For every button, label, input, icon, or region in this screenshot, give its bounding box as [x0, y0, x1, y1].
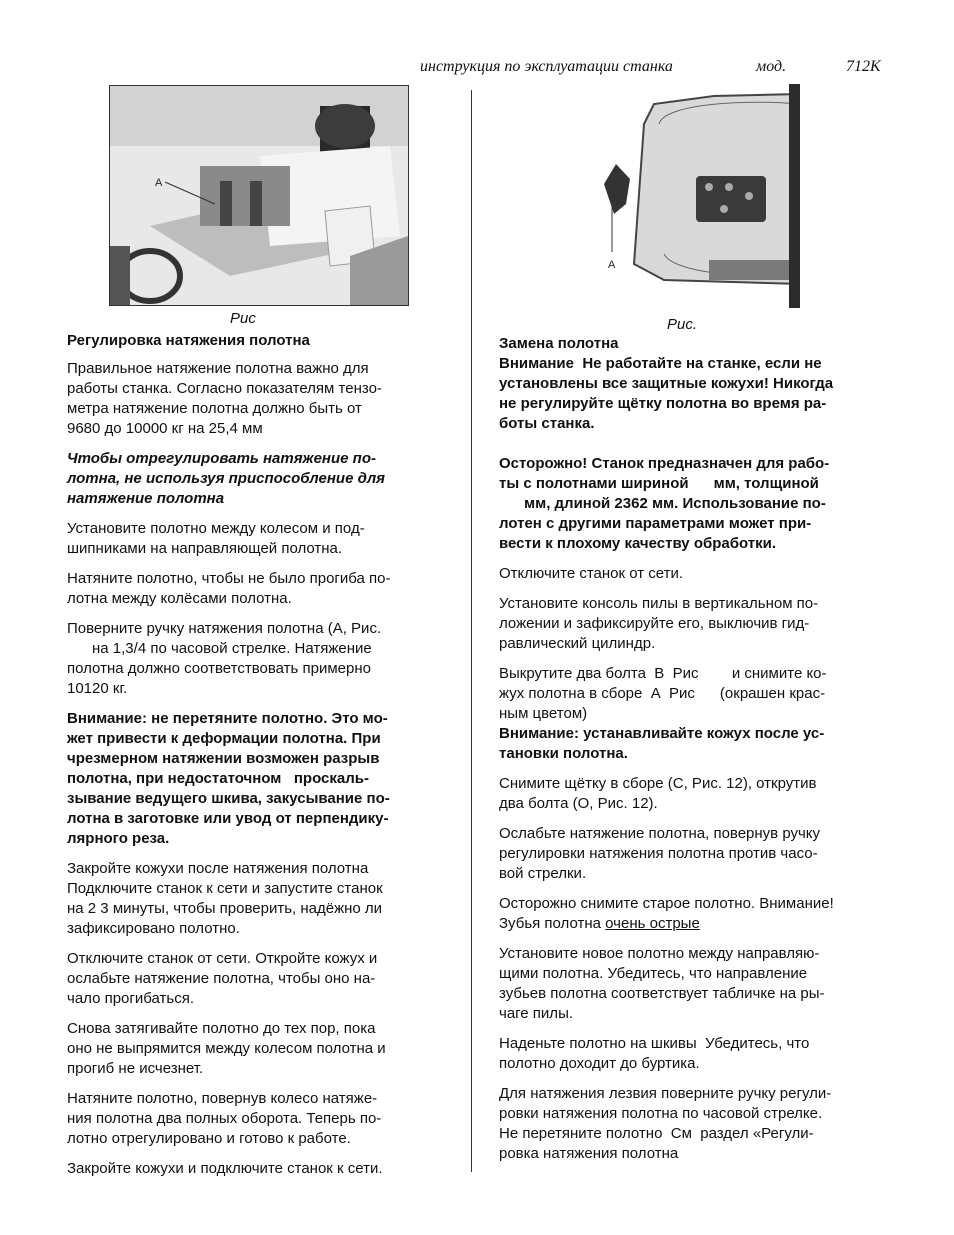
figure-right-photo	[604, 84, 800, 308]
text-line: регулировки натяжения полотна против часо-	[499, 845, 818, 862]
page-header	[420, 58, 900, 80]
text-line: Зубья полотна очень острые	[499, 915, 700, 932]
figure-left-label: A	[155, 177, 163, 189]
text-line: ным цветом)	[499, 705, 588, 722]
text-line: на 1,3/4 по часовой стрелке. Натяжение	[67, 640, 372, 657]
text-line: Натяните полотно, чтобы не было прогиба по-	[67, 570, 391, 587]
text-line: Установите консоль пилы в вертикальном по-	[499, 595, 819, 612]
left-column	[67, 331, 447, 1179]
text-line: лотна между колёсами полотна.	[67, 590, 292, 607]
text-line: Подключите станок к сети и запустите станок	[67, 880, 383, 897]
text-line: два болта (О, Рис. 12).	[499, 795, 658, 812]
text-line: метра натяжение полотна должно быть от	[67, 400, 362, 417]
text-line: ния полотна два полных оборота. Теперь по-	[67, 1110, 382, 1127]
text-line: жет привести к деформации полотна. При	[67, 730, 381, 747]
header-title: инструкция по эксплуатации станка	[420, 58, 673, 75]
text-line: лотна в заготовке или увод от перпендику-	[67, 810, 389, 827]
text-line: Поверните ручку натяжения полотна (А, Рис.	[67, 620, 382, 637]
text-line: полотна, при недостаточном проскаль-	[67, 770, 369, 787]
text-line: Чтобы отрегулировать натяжение по-	[67, 450, 376, 467]
text-line: зубьев полотна соответствует табличке на ры-	[499, 985, 825, 1002]
text-line: зывание ведущего шкива, закусывание по-	[67, 790, 390, 807]
text-line: чало прогибаться.	[67, 990, 194, 1007]
text-line: лотна, не используя приспособление для	[67, 470, 386, 487]
text-line: щими полотна. Убедитесь, что направление	[499, 965, 808, 982]
text-line: полотна должно соответствовать примерно	[67, 660, 371, 677]
text-line: равлический цилиндр.	[499, 635, 656, 652]
text-line: вести к плохому качеству обработки.	[499, 535, 777, 552]
text-line: Установите новое полотно между направляю-	[499, 945, 820, 962]
text-line: 10120 кг.	[67, 680, 128, 697]
header-model: 712К	[846, 58, 881, 75]
text-line: натяжение полотна	[67, 490, 225, 507]
text-line: Установите полотно между колесом и под-	[67, 520, 365, 537]
text-line: Осторожно снимите старое полотно. Внимание!	[499, 895, 834, 912]
text-line: Закройте кожухи после натяжения полотна	[67, 860, 369, 877]
text-line: Снова затягивайте полотно до тех пор, пока	[67, 1020, 376, 1037]
text-line: жух полотна в сборе А Рис (окрашен крас-	[499, 685, 826, 702]
text-line: вой стрелки.	[499, 865, 587, 882]
text-line: на 2 3 минуты, чтобы проверить, надёжно ли	[67, 900, 383, 917]
text-line: Наденьте полотно на шкивы Убедитесь, что	[499, 1035, 810, 1052]
text-line: оно не выпрямится между колесом полотна и	[67, 1040, 386, 1057]
text-line: Натяните полотно, повернув колесо натяже-	[67, 1090, 378, 1107]
text-line: зафиксировано полотно.	[67, 920, 240, 937]
text-line: Выкрутите два болта В Рис и снимите ко-	[499, 665, 827, 682]
text-line: прогиб не исчезнет.	[67, 1060, 204, 1077]
text-line: не регулируйте щётку полотна во время ра-	[499, 395, 827, 412]
text-line: ослабьте натяжение полотна, чтобы оно на-	[67, 970, 376, 987]
text-line: боты станка.	[499, 415, 595, 432]
right-column	[499, 334, 894, 1164]
text-line: работы станка. Согласно показателям тензо-	[67, 380, 382, 397]
text-line	[499, 434, 894, 454]
figure-right-label: A	[608, 259, 616, 271]
text-line: полотно доходит до буртика.	[499, 1055, 700, 1072]
text-line: Внимание: устанавливайте кожух после ус-	[499, 725, 825, 742]
text-line: Отключите станок от сети.	[499, 565, 684, 582]
text-line: ты с полотнами шириной мм, толщиной	[499, 475, 819, 492]
column-divider	[471, 90, 472, 1172]
figure-left-caption: Рис	[230, 310, 256, 327]
underlined-text: очень острые	[605, 915, 700, 932]
text-line: Отключите станок от сети. Откройте кожух и	[67, 950, 378, 967]
text-line: лотен с другими параметрами может при-	[499, 515, 812, 532]
text-line: Не перетяните полотно См раздел «Регули-	[499, 1125, 814, 1142]
text-line: Внимание: не перетяните полотно. Это мо-	[67, 710, 388, 727]
text-line: Правильное натяжение полотна важно для	[67, 360, 369, 377]
figure-right-caption: Рис.	[667, 316, 698, 333]
text-line: ровка натяжения полотна	[499, 1145, 679, 1162]
text-line: Замена полотна	[499, 335, 619, 352]
text-line: чрезмерном натяжении возможен разрыв	[67, 750, 380, 767]
text-line: Внимание Не работайте на станке, если не	[499, 355, 822, 372]
text-line: шипниками на направляющей полотна.	[67, 540, 343, 557]
text-line: Регулировка натяжения полотна	[67, 332, 310, 349]
header-mod: мод.	[756, 58, 787, 75]
text-line: мм, длиной 2362 мм. Использование по-	[499, 495, 826, 512]
text-line: ровки натяжения полотна по часовой стрелке.	[499, 1105, 823, 1122]
text-line: Закройте кожухи и подключите станок к сети.	[67, 1160, 383, 1177]
text-line: ложении и зафиксируйте его, выключив гид-	[499, 615, 810, 632]
text-line: Снимите щётку в сборе (С, Рис. 12), открутив	[499, 775, 817, 792]
text-line: лотно отрегулировано и готово к работе.	[67, 1130, 351, 1147]
text-line: установлены все защитные кожухи! Никогда	[499, 375, 834, 392]
text-line: лярного реза.	[67, 830, 170, 847]
text-line: Осторожно! Станок предназначен для рабо-	[499, 455, 830, 472]
text-line: Ослабьте натяжение полотна, повернув ручку	[499, 825, 821, 842]
text-line: тановки полотна.	[499, 745, 628, 762]
text-line: чаге пилы.	[499, 1005, 574, 1022]
text-line: 9680 до 10000 кг на 25,4 мм	[67, 420, 263, 437]
text-line: Для натяжения лезвия поверните ручку регули-	[499, 1085, 832, 1102]
figure-left-photo	[109, 85, 409, 306]
